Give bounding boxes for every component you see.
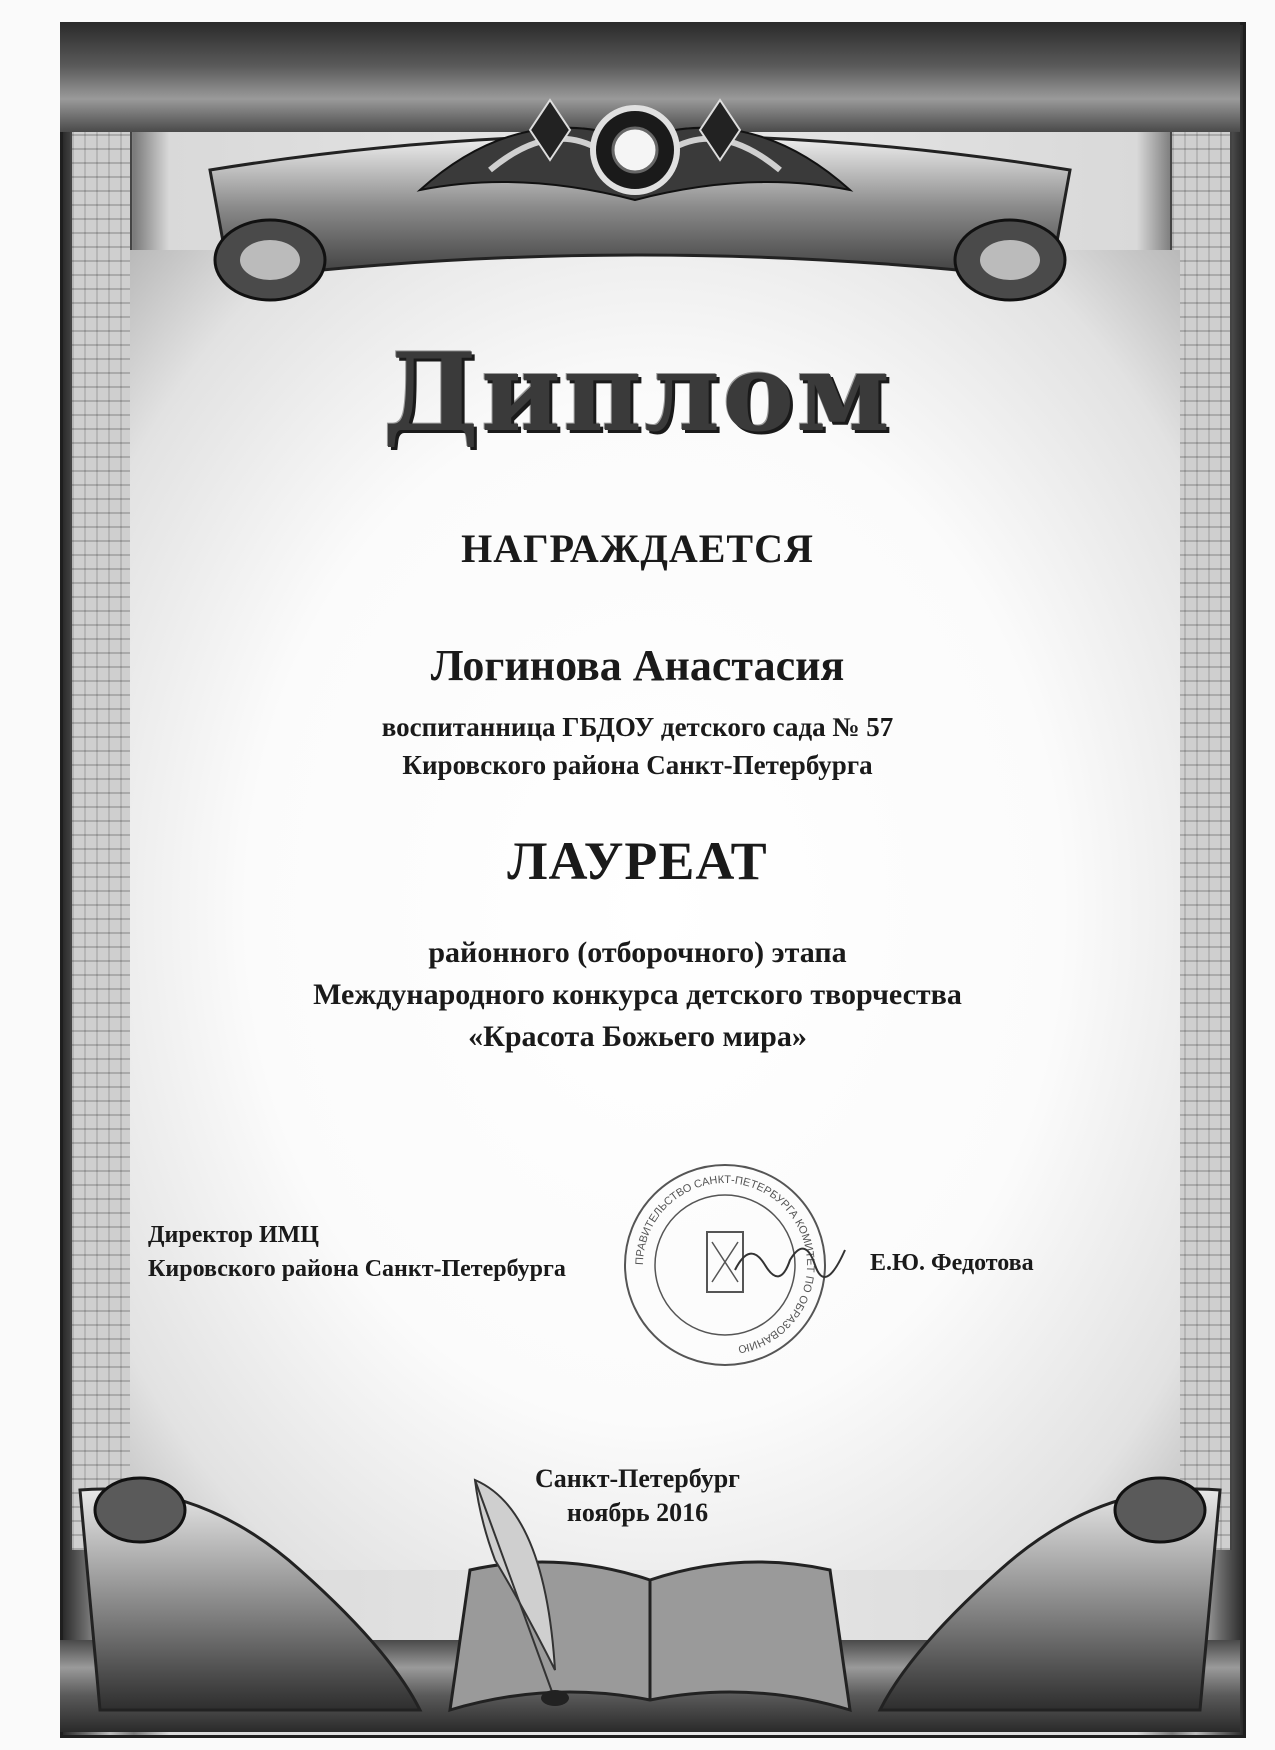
footer-city: Санкт-Петербург <box>535 1464 740 1493</box>
contest-line1: районного (отборочного) этапа <box>428 936 847 969</box>
signatory-title <box>148 1218 566 1286</box>
recipient-description <box>0 708 1275 784</box>
signatory-title-line2: Кировского района Санкт-Петербурга <box>148 1256 566 1282</box>
signatory-name: Е.Ю. Федотова <box>870 1250 1034 1276</box>
status-title: ЛАУРЕАТ <box>507 831 768 891</box>
footer-date: ноябрь 2016 <box>566 1498 709 1527</box>
signatory-title-line1: Директор ИМЦ <box>148 1222 319 1248</box>
contest-line2: Международного конкурса детского творчества <box>313 978 962 1011</box>
recipient-name: Логинова Анастасия <box>430 641 845 690</box>
contest-description <box>0 932 1275 1058</box>
ornament-emblem <box>400 80 870 220</box>
awarded-label: НАГРАЖДАЕТСЯ <box>461 526 814 571</box>
place-and-date <box>0 1462 1275 1530</box>
diploma-title: Диплом <box>382 330 893 456</box>
handwritten-signature <box>730 1230 850 1290</box>
stamp-text: ПРАВИТЕЛЬСТВО САНКТ-ПЕТЕРБУРГА КОМИТЕТ ПО ОБРАЗОВАНИЮ <box>633 1173 817 1355</box>
contest-line3: «Красота Божьего мира» <box>468 1020 807 1053</box>
recipient-desc-line1: воспитанница ГБДОУ детского сада № 57 <box>381 712 894 742</box>
recipient-desc-line2: Кировского района Санкт-Петербурга <box>402 750 873 780</box>
